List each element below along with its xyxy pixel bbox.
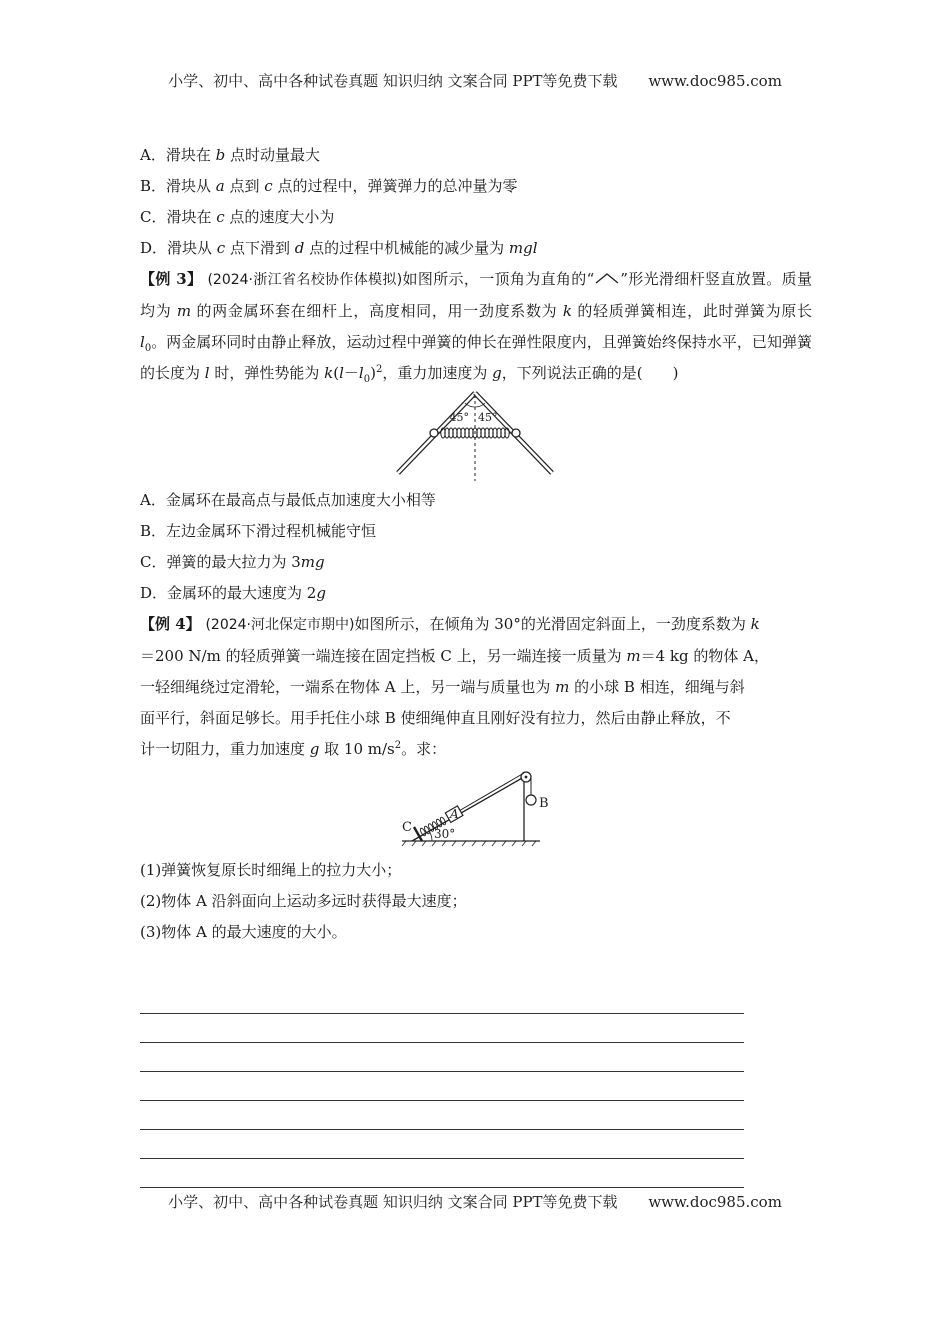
example4-figure (140, 765, 812, 855)
example3-option-c: C．弹簧的最大拉力为 3mg (140, 553, 325, 571)
angle-label-right: 45° (478, 411, 498, 424)
prev-option-c: C．滑块在 c 点的速度大小为 (140, 208, 335, 226)
page-footer (0, 1191, 950, 1212)
right-ring (512, 429, 520, 437)
angle-label-left: 45° (449, 411, 469, 424)
example4-label: 【例 4】 (140, 615, 201, 633)
prev-option-b: B．滑块从 a 点到 c 点的过程中，弹簧弹力的总冲量为零 (140, 177, 518, 195)
ball-b (526, 795, 536, 805)
example4-stem: 【例 4】 (2024·河北保定市期中)如图所示，在倾角为 30°的光滑固定斜面上，一劲度系数为 k ＝200 N/m 的轻质弹簧一端连接在固定挡板 C 上，另一端连接一质量为 m＝4 kg 的物体 A， 一轻细绳绕过定滑轮，一端系在物体 A 上，另一端与质量也为 m 的小球 B 相连，细绳与斜 面平行，斜面足够长。用手托住小球 B 使细绳伸直且刚好没有拉力，然后由静止释放，不 计一切阻力，重力加速度 g 取 10 $m/s^2$。求： (140, 615, 769, 758)
incline-surface (412, 777, 524, 841)
label-c: C (402, 820, 412, 835)
left-ring (430, 429, 438, 437)
prev-option-d: D．滑块从 c 点下滑到 d 点的过程中机械能的减少量为 mgl (140, 239, 538, 257)
page-content (140, 140, 812, 948)
question-1: (1)弹簧恢复原长时细绳上的拉力大小； (140, 861, 402, 879)
answer-area[interactable] (140, 985, 744, 1188)
footer-url[interactable]: www.doc985.com (648, 1193, 782, 1211)
prev-option-a: A．滑块在 b 点时动量最大 (140, 146, 320, 164)
example4-source: (2024·河北保定市期中) (205, 617, 355, 633)
example3-stem: 【例 3】 (2024·浙江省名校协作体模拟)如图所示，一顶角为直角的“ ”形光滑细杆竖直放置。质量均为 m 的两金属环套在细杆上，高度相同，用一劲度系数为 k 的轻质弹簧相连，此时弹簧为原长 $l_0$。两金属环同时由静止释放，运动过程中弹簧的伸长在弹性限度内，且弹簧始终保持水平，已知弹簧的长度为 l 时，弹性势能为 $k(l-l_0)^2$，重力加速度为 g，下列说法正确的是( ) (140, 270, 812, 385)
footer-text: 小学、初中、高中各种试卷真题 知识归纳 文案合同 PPT等免费下载 (168, 1193, 618, 1211)
example3-option-d: D．金属环的最大速度为 2g (140, 584, 326, 602)
example3-option-b: B．左边金属环下滑过程机械能守恒 (140, 522, 377, 540)
answer-line (140, 1014, 744, 1043)
rope-incline (452, 773, 524, 815)
question-2: (2)物体 A 沿斜面向上运动多远时获得最大速度； (140, 892, 467, 910)
answer-line (140, 1043, 744, 1072)
example3-option-a: A．金属环在最高点与最低点加速度大小相等 (140, 491, 436, 509)
angle-label: 30° (434, 827, 456, 841)
example3-label: 【例 3】 (140, 270, 203, 288)
label-b: B (539, 796, 549, 811)
page-header (0, 70, 950, 91)
answer-line (140, 1101, 744, 1130)
label-a: A (450, 807, 459, 821)
answer-line (140, 1130, 744, 1159)
example3-figure (140, 389, 812, 485)
answer-line (140, 985, 744, 1014)
question-3: (3)物体 A 的最大速度的大小。 (140, 923, 347, 941)
answer-line (140, 1072, 744, 1101)
example3-source: (2024·浙江省名校协作体模拟) (207, 272, 403, 288)
header-url[interactable]: www.doc985.com (648, 72, 782, 90)
header-text: 小学、初中、高中各种试卷真题 知识归纳 文案合同 PPT等免费下载 (168, 72, 618, 90)
answer-line (140, 1159, 744, 1188)
caret-shape-icon (594, 271, 620, 285)
